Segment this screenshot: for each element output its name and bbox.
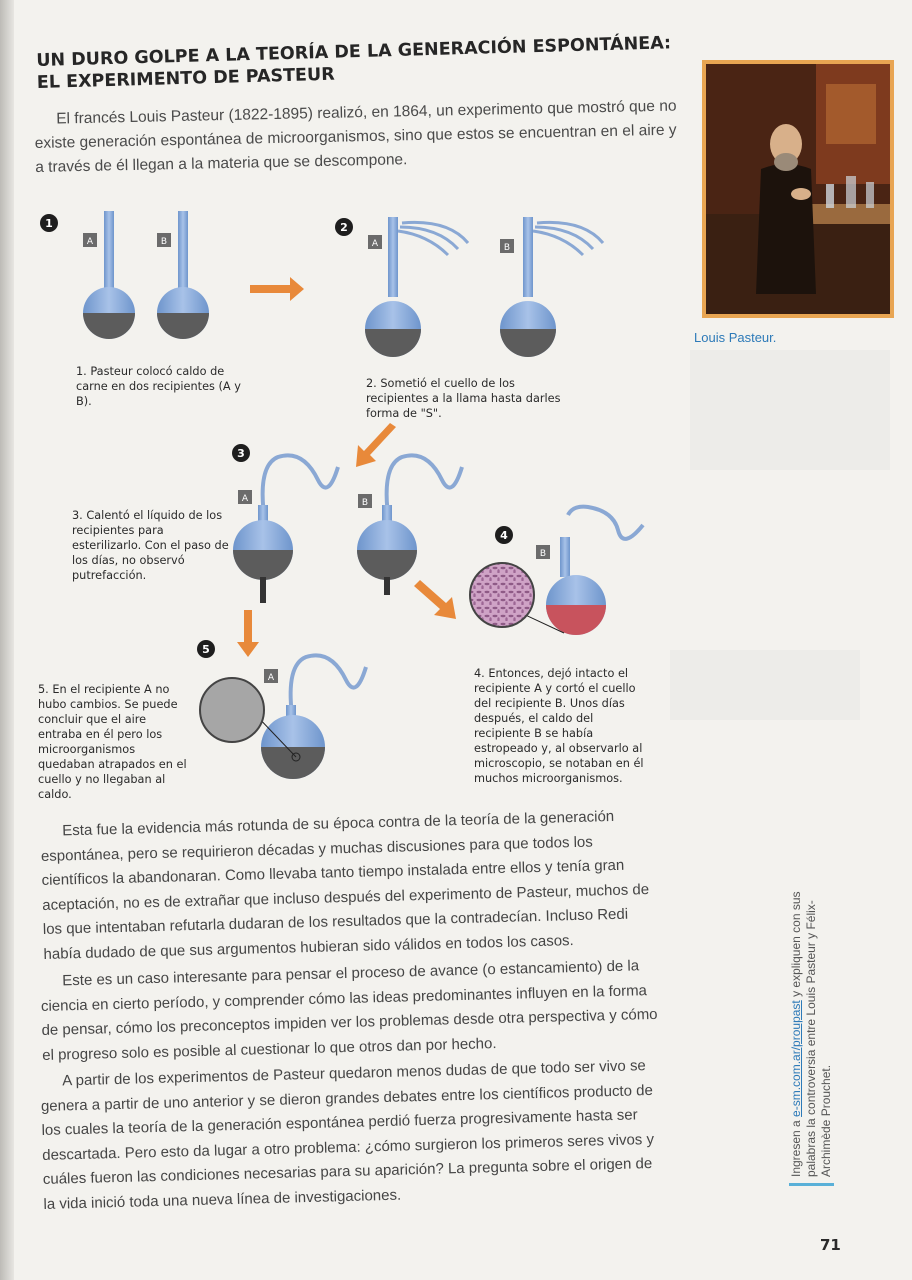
- spoiled-broth: [546, 605, 606, 635]
- arrow-1-to-2: [250, 277, 304, 301]
- section-title-line1: UN DURO GOLPE A LA TEORÍA DE LA GENERACIÓN ESPONTÁNEA:: [36, 33, 672, 71]
- flask-b-step3: [357, 455, 462, 595]
- side-note-text-after: y expliquen con sus palabras la controversia entre Louis Pasteur y Félix-Archimède Prouchet.: [789, 891, 833, 1177]
- step-4: [470, 507, 643, 635]
- flask-label: A: [371, 239, 379, 249]
- flask-label: B: [361, 498, 369, 508]
- flask-b-step2: [500, 217, 603, 357]
- step-1: [40, 211, 209, 339]
- bleed-through-area: [690, 350, 890, 470]
- flask-a-step1: [83, 211, 135, 339]
- bleed-through-area: [670, 650, 860, 720]
- step-2-number: 2: [340, 221, 348, 234]
- arrow-3-to-5: [237, 610, 259, 657]
- cut-neck: [568, 507, 643, 539]
- step-4-number: 4: [500, 529, 508, 542]
- flask-label: B: [160, 237, 168, 247]
- caption-step-5: 5. En el recipiente A no hubo cambios. Se puede concluir que el aire entraba en él pero los microorganismos quedaban atrapados en el cuello y no llegaban al caldo.: [38, 683, 187, 801]
- flask-label: A: [241, 494, 249, 504]
- page-number: 71: [820, 1236, 841, 1254]
- step-2: [335, 217, 603, 357]
- side-note-link[interactable]: e-sm.com.ar/proupast: [789, 1000, 803, 1117]
- flask-a-step3: [233, 455, 338, 603]
- pasteur-portrait-illustration: [706, 64, 890, 314]
- arrow-3-to-4: [414, 580, 456, 619]
- body-paragraph-1: Esta fue la evidencia más rotunda de su época contra de la teoría de la generación espontánea, pero se requirieron décadas y muchas discusiones para que todos los científicos la abandonaran. Como llevaba tanto tiempo instalada entre ellos y tenía gran aceptación, no es de extrañar que incluso después del experimento de Pasteur, muchos de los que intentaban refutarla dudaran de los resultados que la contradecían. Incluso Redi había dudado de que sus argumentos hubieran sido válidos en todos los casos.: [40, 807, 650, 963]
- flask-label: A: [86, 237, 94, 247]
- pasteur-photo: [702, 60, 894, 318]
- microscope-view-microbes: [470, 563, 534, 627]
- step-1-number: 1: [45, 217, 53, 230]
- flask-label: B: [539, 549, 547, 559]
- arrow-2-to-3: [356, 423, 396, 467]
- flask-b-step1: [157, 211, 209, 339]
- flask-label: B: [503, 243, 511, 253]
- section-title: [36, 32, 677, 94]
- intro-paragraph: El francés Louis Pasteur (1822-1895) realizó, en 1864, un experimento que mostró que no existe generación espontánea de microorganismos, sino que estos se encuentran en el aire y a través de él llegan a la materia que se descompone.: [34, 97, 677, 176]
- flask-a-step2: [365, 217, 468, 357]
- flask-b-step4-neck: [560, 537, 570, 577]
- body-paragraph-3: A partir de los experimentos de Pasteur quedaron menos dudas de que todo ser vivo se genera a partir de uno anterior y se dieron grandes debates entre los científicos producto de los cuales la teoría de la generación espontánea perdió fuerza progresivamente hasta ser descartada. Pero esto da lugar a otro problema: ¿cómo surgieron los primeros seres vivos y cuáles fueron las condiciones necesarias para su aparición? La pregunta sobre el origen de la vida inició toda una nueva línea de investigaciones.: [40, 1057, 655, 1213]
- section-title-line2: EL EXPERIMENTO DE PASTEUR: [36, 64, 335, 93]
- caption-step-2: 2. Sometió el cuello de los recipientes a la llama hasta darles forma de "S".: [366, 377, 561, 420]
- body-paragraph-2: Este es un caso interesante para pensar el proceso de avance (o estancamiento) de la ciencia en cierto período, y comprender cómo las ideas predominantes influyen en la forma de pensar, cómo los preconceptos impiden ver los problemas desde otra perspectiva y cómo el progreso solo es posible al cuestionar lo que otros dan por hecho.: [40, 957, 658, 1064]
- step-3: [232, 444, 462, 603]
- step-3-number: 3: [237, 447, 245, 460]
- microscope-view-clear: [200, 678, 264, 742]
- step-5-number: 5: [202, 643, 210, 656]
- photo-caption: Louis Pasteur.: [694, 330, 777, 345]
- step-5: [197, 640, 366, 779]
- side-note-text-before: Ingresen a: [789, 1116, 803, 1177]
- flask-label: A: [267, 673, 275, 683]
- side-activity-note: [789, 867, 834, 1186]
- caption-step-1: 1. Pasteur colocó caldo de carne en dos recipientes (A y B).: [76, 365, 241, 408]
- caption-step-4: 4. Entonces, dejó intacto el recipiente A y cortó el cuello del recipiente B. Unos días después, el caldo del recipiente B se había estropeado y, al observarlo al microscopio, se notaban en él muchos microorganismos.: [474, 667, 644, 785]
- caption-step-3: 3. Calentó el líquido de los recipientes para esterilizarlo. Con el paso de los días, no observó putrefacción.: [72, 509, 229, 582]
- page-binding-edge: [0, 0, 14, 1280]
